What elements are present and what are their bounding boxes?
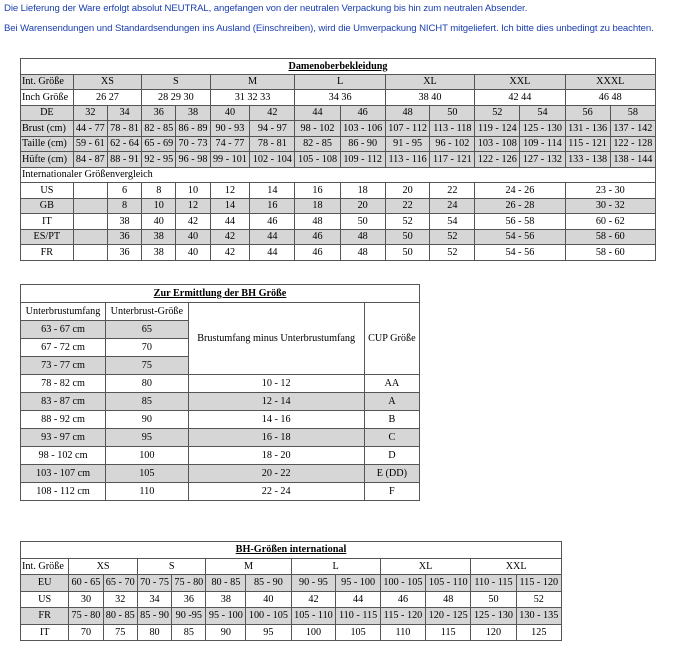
table-cell: 52 <box>430 229 475 245</box>
table-cell: 130 - 135 <box>516 608 561 625</box>
row-label: FR <box>21 245 74 261</box>
row-label: IT <box>21 624 69 641</box>
intl-row-gb <box>21 198 656 214</box>
table-cell: 44 <box>336 591 380 608</box>
size-header: XXXL <box>565 74 655 90</box>
table-cell: 16 - 18 <box>188 429 364 447</box>
table-cell: 40 <box>210 105 250 121</box>
table-cell: 10 - 12 <box>188 375 364 393</box>
table-cell: 24 - 26 <box>475 183 565 199</box>
table-cell: 30 - 32 <box>565 198 655 214</box>
table-cell: E (DD) <box>364 465 419 483</box>
table-cell: 18 <box>295 198 340 214</box>
row-label: EU <box>21 575 69 592</box>
table-cell: 48 <box>340 229 385 245</box>
table-cell: 73 - 77 cm <box>21 357 106 375</box>
table-cell: 42 <box>176 214 210 230</box>
table-cell: 20 <box>385 183 430 199</box>
table-cell: 10 <box>176 183 210 199</box>
table-cell: 105 - 108 <box>295 152 340 168</box>
table-cell: 103 - 106 <box>340 121 385 137</box>
table-cell: 122 - 128 <box>610 136 655 152</box>
de-row <box>21 105 656 121</box>
table-cell: 67 - 72 cm <box>21 339 106 357</box>
row-label: IT <box>21 214 74 230</box>
table-title: BH-Größen international <box>21 542 562 559</box>
row-label: Int. Größe <box>21 74 74 90</box>
table-cell: 32 <box>73 105 107 121</box>
table-cell: 44 <box>210 214 250 230</box>
table-row <box>21 608 562 625</box>
table-cell: 16 <box>250 198 295 214</box>
table-cell: 110 - 115 <box>336 608 380 625</box>
table-cell: 98 - 102 cm <box>21 447 106 465</box>
table-cell: 100 - 105 <box>380 575 425 592</box>
table-cell: 80 - 85 <box>103 608 137 625</box>
table-cell: 105 <box>106 465 189 483</box>
table-cell: 40 <box>246 591 291 608</box>
intl-row-us <box>21 183 656 199</box>
table-row <box>21 575 562 592</box>
table-cell: 30 <box>69 591 103 608</box>
table-cell: 95 <box>106 429 189 447</box>
row-label: Hüfte (cm) <box>21 152 74 168</box>
table-cell: 36 <box>107 229 141 245</box>
table-cell: 28 29 30 <box>142 90 210 106</box>
table-cell: 109 - 114 <box>520 136 565 152</box>
row-label: GB <box>21 198 74 214</box>
table-cell: 22 - 24 <box>188 483 364 501</box>
size-header: XL <box>380 558 471 575</box>
table-cell: 105 - 110 <box>291 608 336 625</box>
table-cell: 83 - 87 cm <box>21 393 106 411</box>
table-cell: 100 <box>106 447 189 465</box>
intl-row-es-pt <box>21 229 656 245</box>
table-cell: 131 - 136 <box>565 121 610 137</box>
table-cell: 54 - 56 <box>475 245 565 261</box>
table-row <box>21 591 562 608</box>
table-cell: 88 - 92 cm <box>21 411 106 429</box>
table-cell: 40 <box>176 245 210 261</box>
table-cell: 48 <box>340 245 385 261</box>
table-cell: 48 <box>385 105 430 121</box>
table-cell: 96 - 98 <box>176 152 210 168</box>
table-cell: 96 - 102 <box>430 136 475 152</box>
table-cell: 85 <box>106 393 189 411</box>
huefte-row <box>21 152 656 168</box>
table-cell: 115 - 120 <box>380 608 425 625</box>
table-cell: 46 <box>340 105 385 121</box>
table-cell: 85 - 90 <box>137 608 171 625</box>
table-cell: 26 27 <box>73 90 141 106</box>
table-cell: 109 - 112 <box>340 152 385 168</box>
table-cell: 34 36 <box>295 90 385 106</box>
table-cell: 99 - 101 <box>210 152 250 168</box>
table-cell: 34 <box>137 591 171 608</box>
table-cell: 95 <box>246 624 291 641</box>
row-label: Int. Größe <box>21 558 69 575</box>
size-header: XL <box>385 74 474 90</box>
table-cell: 137 - 142 <box>610 121 655 137</box>
table-cell: 115 <box>426 624 471 641</box>
table-cell: 54 - 56 <box>475 229 565 245</box>
table-cell: 120 - 125 <box>426 608 471 625</box>
table-cell: 59 - 61 <box>73 136 107 152</box>
table-cell: 85 <box>172 624 206 641</box>
size-header: S <box>142 74 210 90</box>
intl-row-it <box>21 214 656 230</box>
table-cell: 75 - 80 <box>69 608 103 625</box>
column-header: Brustumfang minus Unterbrustumfang <box>188 303 364 375</box>
table-cell: 105 - 110 <box>426 575 471 592</box>
table-cell: 42 <box>210 245 250 261</box>
womens-clothing-size-table <box>20 58 656 261</box>
row-label: FR <box>21 608 69 625</box>
table-cell: 110 <box>380 624 425 641</box>
table-cell: 119 - 124 <box>475 121 520 137</box>
row-label: Taille (cm) <box>21 136 74 152</box>
table-cell: 48 <box>426 591 471 608</box>
table-cell: 62 - 64 <box>107 136 141 152</box>
bra-size-calculation-table <box>20 284 420 501</box>
table-cell: 113 - 116 <box>385 152 430 168</box>
table-cell: 12 <box>176 198 210 214</box>
table-cell: 18 <box>340 183 385 199</box>
table-cell: 24 <box>430 198 475 214</box>
table-cell: 44 <box>250 229 295 245</box>
table-cell: 42 44 <box>475 90 565 106</box>
table-cell: 133 - 138 <box>565 152 610 168</box>
table-cell: 117 - 121 <box>430 152 475 168</box>
taille-row <box>21 136 656 152</box>
table-cell: 58 - 60 <box>565 229 655 245</box>
row-label: Inch Größe <box>21 90 74 106</box>
table-cell: 58 <box>610 105 655 121</box>
table-cell: 36 <box>107 245 141 261</box>
table-cell: 46 48 <box>565 90 655 106</box>
table-cell: 125 <box>516 624 561 641</box>
table-cell: C <box>364 429 419 447</box>
table-cell: 75 <box>106 357 189 375</box>
table-cell: 110 - 115 <box>471 575 516 592</box>
table-cell: 40 <box>176 229 210 245</box>
table-cell: 65 <box>106 321 189 339</box>
table-cell: 8 <box>142 183 176 199</box>
table-cell: 38 <box>206 591 246 608</box>
size-header: L <box>295 74 385 90</box>
table-cell: 80 <box>106 375 189 393</box>
table-cell: 103 - 108 <box>475 136 520 152</box>
table-cell: A <box>364 393 419 411</box>
table-cell: 46 <box>250 214 295 230</box>
table-cell: 90 <box>206 624 246 641</box>
table-cell: 40 <box>142 214 176 230</box>
table-cell: 80 - 85 <box>206 575 246 592</box>
table-cell: 50 <box>471 591 516 608</box>
table-cell: 125 - 130 <box>520 121 565 137</box>
table-cell: 10 <box>142 198 176 214</box>
size-header: M <box>210 74 295 90</box>
table-row <box>21 429 420 447</box>
table-cell: 36 <box>142 105 176 121</box>
table-cell: 50 <box>385 245 430 261</box>
table-cell: 44 <box>295 105 340 121</box>
table-cell: 78 - 81 <box>107 121 141 137</box>
table-cell: 20 <box>340 198 385 214</box>
table-cell: 46 <box>295 245 340 261</box>
table-cell: 23 - 30 <box>565 183 655 199</box>
table-cell: AA <box>364 375 419 393</box>
table-row <box>21 411 420 429</box>
intl-row-fr <box>21 245 656 261</box>
table-cell: 100 <box>291 624 336 641</box>
table-cell: 18 - 20 <box>188 447 364 465</box>
table-cell: 14 - 16 <box>188 411 364 429</box>
table-cell: 6 <box>107 183 141 199</box>
table-title: Zur Ermittlung der BH Größe <box>21 285 420 303</box>
table-cell: 75 <box>103 624 137 641</box>
table-cell: 42 <box>210 229 250 245</box>
table-cell: 98 - 102 <box>295 121 340 137</box>
table-row <box>21 393 420 411</box>
table-cell: 46 <box>380 591 425 608</box>
table-cell: 122 - 126 <box>475 152 520 168</box>
table-row <box>21 465 420 483</box>
table-cell: 22 <box>430 183 475 199</box>
table-cell: 20 - 22 <box>188 465 364 483</box>
table-cell: D <box>364 447 419 465</box>
table-cell: 38 <box>142 245 176 261</box>
table-row <box>21 483 420 501</box>
table-cell: 54 <box>430 214 475 230</box>
table-cell: 12 <box>210 183 250 199</box>
table-cell: 85 - 90 <box>246 575 291 592</box>
table-cell: 93 - 97 cm <box>21 429 106 447</box>
table-cell: 65 - 69 <box>142 136 176 152</box>
table-cell: 38 <box>176 105 210 121</box>
table-cell: 78 - 82 cm <box>21 375 106 393</box>
table-cell: 26 - 28 <box>475 198 565 214</box>
section-label: Internationaler Größenvergleich <box>21 167 656 183</box>
table-cell: 12 - 14 <box>188 393 364 411</box>
size-header: M <box>206 558 291 575</box>
table-cell: 70 - 75 <box>137 575 171 592</box>
table-cell: 70 - 73 <box>176 136 210 152</box>
bra-sizes-international-table <box>20 541 562 641</box>
table-cell: 108 - 112 cm <box>21 483 106 501</box>
table-cell: 92 - 95 <box>142 152 176 168</box>
size-header: XS <box>69 558 138 575</box>
table-cell: 50 <box>340 214 385 230</box>
table-cell: 120 <box>471 624 516 641</box>
table-cell: 38 <box>142 229 176 245</box>
table-cell: 38 <box>107 214 141 230</box>
table-cell: 91 - 95 <box>385 136 430 152</box>
table-row <box>21 447 420 465</box>
table-cell: 95 - 100 <box>206 608 246 625</box>
table-cell: 52 <box>430 245 475 261</box>
table-row <box>21 375 420 393</box>
table-cell: 70 <box>69 624 103 641</box>
table-cell: 94 - 97 <box>250 121 295 137</box>
table-cell: 86 - 90 <box>340 136 385 152</box>
table-cell: 86 - 89 <box>176 121 210 137</box>
table-cell: 113 - 118 <box>430 121 475 137</box>
table-cell: 138 - 144 <box>610 152 655 168</box>
row-label: ES/PT <box>21 229 74 245</box>
table-cell: 52 <box>516 591 561 608</box>
table-cell: 90 - 95 <box>291 575 336 592</box>
table-cell: 60 - 62 <box>565 214 655 230</box>
table-cell: 82 - 85 <box>295 136 340 152</box>
table-cell: 56 <box>565 105 610 121</box>
table-cell: 60 - 65 <box>69 575 103 592</box>
table-cell: 80 <box>137 624 171 641</box>
table-cell: 32 <box>103 591 137 608</box>
table-cell: 100 - 105 <box>246 608 291 625</box>
brust-row <box>21 121 656 137</box>
table-cell: 107 - 112 <box>385 121 430 137</box>
table-cell: F <box>364 483 419 501</box>
table-cell: 115 - 120 <box>516 575 561 592</box>
table-cell: 127 - 132 <box>520 152 565 168</box>
table-cell: 38 40 <box>385 90 474 106</box>
row-label: Brust (cm) <box>21 121 74 137</box>
table-cell: 14 <box>210 198 250 214</box>
table-cell: 44 - 77 <box>73 121 107 137</box>
table-cell: 82 - 85 <box>142 121 176 137</box>
table-cell: 70 <box>106 339 189 357</box>
table-title: Damenoberbekleidung <box>21 59 656 75</box>
table-cell: 44 <box>250 245 295 261</box>
table-row <box>21 624 562 641</box>
table-cell: 14 <box>250 183 295 199</box>
column-header: Unterbrustumfang <box>21 303 106 321</box>
table-cell: 42 <box>250 105 295 121</box>
table-cell: 95 - 100 <box>336 575 380 592</box>
table-cell: 110 <box>106 483 189 501</box>
size-header: XXL <box>471 558 562 575</box>
size-header: S <box>137 558 206 575</box>
table-cell: 52 <box>475 105 520 121</box>
row-label: DE <box>21 105 74 121</box>
table-cell: 52 <box>385 214 430 230</box>
table-cell: 50 <box>430 105 475 121</box>
table-cell: 90 -95 <box>172 608 206 625</box>
table-cell: 115 - 121 <box>565 136 610 152</box>
table-cell: 42 <box>291 591 336 608</box>
column-header: CUP Größe <box>364 303 419 375</box>
table-cell: 78 - 81 <box>250 136 295 152</box>
table-cell: 16 <box>295 183 340 199</box>
table-cell: 58 - 60 <box>565 245 655 261</box>
table-cell: 36 <box>172 591 206 608</box>
table-cell: 48 <box>295 214 340 230</box>
column-header: Unterbrust-Größe <box>106 303 189 321</box>
table-cell: 90 - 93 <box>210 121 250 137</box>
table-cell: 65 - 70 <box>103 575 137 592</box>
table-cell: 54 <box>520 105 565 121</box>
table-cell: 84 - 87 <box>73 152 107 168</box>
table-cell: 22 <box>385 198 430 214</box>
table-cell: 56 - 58 <box>475 214 565 230</box>
neutral-delivery-notice: Die Lieferung der Ware erfolgt absolut NEUTRAL, angefangen von der neutralen Verpackung bis hin zum neutralen Absender. <box>4 3 528 14</box>
table-cell: 105 <box>336 624 380 641</box>
row-label: US <box>21 183 74 199</box>
table-cell: 31 32 33 <box>210 90 295 106</box>
shipping-notice: Bei Warensendungen und Standardsendungen ins Ausland (Einschreiben), wird die Umverpackung NICHT mitgeliefert. Ich bitte dies unbedingt zu beachten. <box>4 23 654 34</box>
table-cell: 63 - 67 cm <box>21 321 106 339</box>
size-header: XXL <box>475 74 565 90</box>
table-cell: 125 - 130 <box>471 608 516 625</box>
table-cell: 103 - 107 cm <box>21 465 106 483</box>
table-cell: 34 <box>107 105 141 121</box>
size-header: L <box>291 558 380 575</box>
table-cell: 50 <box>385 229 430 245</box>
table-cell: 88 - 91 <box>107 152 141 168</box>
table-cell: 46 <box>295 229 340 245</box>
table-cell: 90 <box>106 411 189 429</box>
table-cell: 75 - 80 <box>172 575 206 592</box>
table-cell: 8 <box>107 198 141 214</box>
table-cell: 74 - 77 <box>210 136 250 152</box>
table-cell: 102 - 104 <box>250 152 295 168</box>
size-header: XS <box>73 74 141 90</box>
table-cell: B <box>364 411 419 429</box>
row-label: US <box>21 591 69 608</box>
